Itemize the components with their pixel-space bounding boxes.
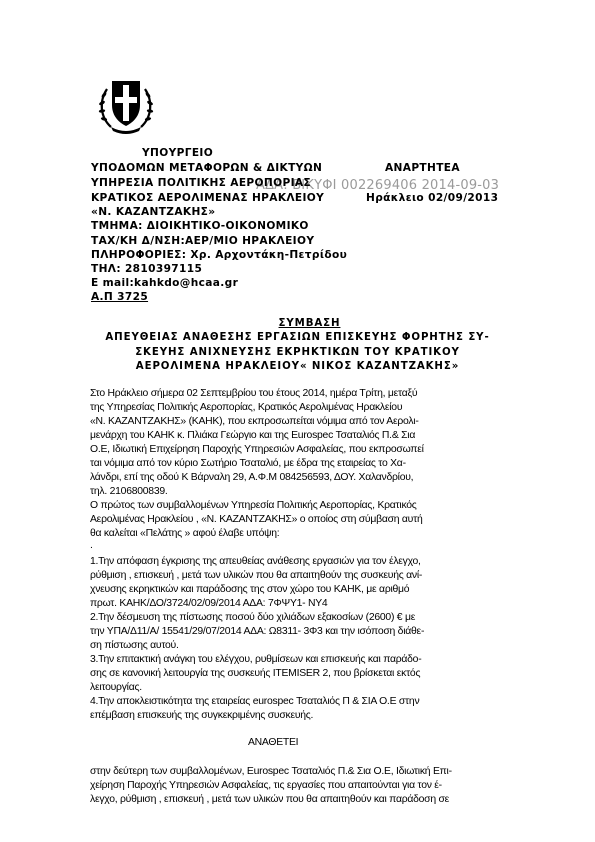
body-line: Αερολιμένας Ηρακλείου , «Ν. ΚΑΖΑΝΤΖΑΚΗΣ» ο οποίος στη σύμβαση αυτή <box>90 514 423 525</box>
contract-title-line-2: ΣΚΕΥΗΣ ΑΝΙΧΝΕΥΣΗΣ ΕΚΡΗΚΤΙΚΩΝ ΤΟΥ ΚΡΑΤΙΚΟΥ <box>135 347 460 358</box>
body-line: τηλ. 2106800839. <box>90 486 168 497</box>
coat-of-arms-emblem <box>97 75 155 135</box>
body-line: 4.Την αποκλειστικότητα της εταιρείας eurospec Τσαταλιός Π & ΣΙΑ Ο.Ε στην <box>90 696 420 707</box>
body-line: ρύθμιση , επισκευή , μετά των υλικών που θα απαιτηθούν της συσκευής ανί- <box>90 570 423 581</box>
body-line: 1.Την απόφαση έγκρισης της απευθείας ανάθεσης εργασιών για τον έλεγχο, <box>90 556 421 567</box>
contract-title-line-1: ΑΠΕΥΘΕΙΑΣ ΑΝΑΘΕΣΗΣ ΕΡΓΑΣΙΩΝ ΕΠΙΣΚΕΥΗΣ ΦΟΡΗΤΗΣ ΣΥ- <box>105 332 490 343</box>
ministry-line-1: ΥΠΟΥΡΓΕΙΟ <box>142 147 214 159</box>
body-line: Ο.Ε, Ιδιωτική Επιχείρηση Παροχής Υπηρεσιών Ασφαλείας, που εκπροσωπεί <box>90 444 424 455</box>
contract-title-line-3: ΑΕΡΟΛΙΜΕΝΑ ΗΡΑΚΛΕΙΟΥ« ΝΙΚΟΣ ΚΑΖΑΝΤΖΑΚΗΣ» <box>135 361 460 372</box>
email: E mail:kahkdo@hcaa.gr <box>91 277 239 289</box>
contact-info: ΠΛΗΡΟΦΟΡΙΕΣ: Χρ. Αρχοντάκη-Πετρίδου <box>91 249 348 261</box>
body-line: χνευσης εκρηκτικών και παράδοσης της στον χώρο του ΚΑΗΚ, με αριθμό <box>90 584 410 595</box>
body-line: πρωτ. ΚΑΗΚ/ΔΟ/3724/02/09/2014 ΑΔΑ: 7ΦΨΥ1- ΝΥ4 <box>90 598 328 609</box>
body-line: την ΥΠΑ/Δ11/Α/ 15541/29/07/2014 ΑΔΑ: Ω8311- 3Φ3 και την ισόποση διάθε- <box>90 626 425 637</box>
ada-watermark: ΑΔΑ: ΒΙΚΥΦΙ 002269406 2014-09-03 <box>256 178 500 193</box>
body-line: «Ν. ΚΑΖΑΝΤΖΑΚΗΣ» (ΚΑΗΚ), που εκπροσωπείται νόμιμα από τον Αερολι- <box>90 416 419 427</box>
assign-heading: ΑΝΑΘΕΤΕΙ <box>248 737 299 748</box>
contract-heading: ΣΥΜΒΑΣΗ <box>278 318 341 329</box>
place-date: Ηράκλειο 02/09/2013 <box>366 192 499 204</box>
body-line: λειτουργίας. <box>90 682 142 693</box>
body-line: μενάρχη του ΚΑΗΚ κ. Πλιάκα Γεώργιο και της Eurospec Τσαταλιός Π.& Σια <box>90 430 416 441</box>
protocol-number: Α.Π 3725 <box>91 291 149 303</box>
body-line: θα καλείται «Πελάτης » αφού έλαβε υπόψη: <box>90 528 280 539</box>
posting-label: ΑΝΑΡΤΗΤΕΑ <box>385 162 460 174</box>
body-line: Στο Ηράκλειο σήμερα 02 Σεπτεμβρίου του έτους 2014, ημέρα Τρίτη, μεταξύ <box>90 388 418 399</box>
body-line: ση πίστωσης αυτού. <box>90 640 179 651</box>
closing-line: χείρηση Παροχής Υπηρεσιών Ασφαλείας, τις εργασίες που απαιτούνται για τον έ- <box>90 780 442 791</box>
closing-line: λεγχο, ρύθμιση , επισκευή , μετά των υλικών που θα απαιτηθούν και παράδοση σε <box>90 794 450 805</box>
body-line: επέμβαση επισκευής της συγκεκριμένης συσκευής. <box>90 710 314 721</box>
body-line: σης σε κανονική λειτουργία της συσκευής ITEMISER 2, που βρίσκεται εκτός <box>90 668 421 679</box>
body-line: λάνδρι, επί της οδού Κ Βάρναλη 29, Α.Φ.Μ 084256593, ΔΟΥ. Χαλανδρίου, <box>90 472 414 483</box>
airport-name: ΚΡΑΤΙΚΟΣ ΑΕΡΟΛΙΜΕΝΑΣ ΗΡΑΚΛΕΙΟΥ <box>91 192 325 204</box>
airport-honorific: «Ν. ΚΑΖΑΝΤΖΑΚΗΣ» <box>91 206 216 218</box>
phone: ΤΗΛ: 2810397115 <box>91 263 203 275</box>
body-line: . <box>90 540 93 551</box>
body-line: ται νόμιμα από τον κύριο Σωτήριο Τσαταλιό, με έδρα της εταιρείας το Χα- <box>90 458 406 469</box>
service-name: ΥΠΗΡΕΣΙΑ ΠΟΛΙΤΙΚΗΣ ΑΕΡΟΠΟΡΙΑΣ <box>91 177 312 189</box>
body-line: Ο πρώτος των συμβαλλομένων Υπηρεσία Πολιτικής Αεροπορίας, Κρατικός <box>90 500 417 511</box>
body-line: 3.Την επιτακτική ανάγκη του ελέγχου, ρυθμίσεων και επισκευής και παράδο- <box>90 654 422 665</box>
body-line: 2.Την δέσμευση της πίστωσης ποσού δύο χιλιάδων εξακοσίων (2600) € με <box>90 612 416 623</box>
closing-line: στην δεύτερη των συμβαλλομένων, Eurospec Τσαταλιός Π.& Σια Ο.Ε, Ιδιωτική Επι- <box>90 766 452 777</box>
department: ΤΜΗΜΑ: ΔΙΟΙΚΗΤΙΚΟ-ΟΙΚΟΝΟΜΙΚΟ <box>91 220 309 232</box>
postal-address: ΤΑΧ/ΚΗ Δ/ΝΣΗ:ΑΕΡ/ΜΙΟ ΗΡΑΚΛΕΙΟΥ <box>91 235 315 247</box>
body-line: της Υπηρεσίας Πολιτικής Αεροπορίας, Κρατικός Αερολιμένας Ηρακλείου <box>90 402 403 413</box>
ministry-line-2: ΥΠΟΔΟΜΩΝ ΜΕΤΑΦΟΡΩΝ & ΔΙΚΤΥΩΝ <box>91 162 323 174</box>
